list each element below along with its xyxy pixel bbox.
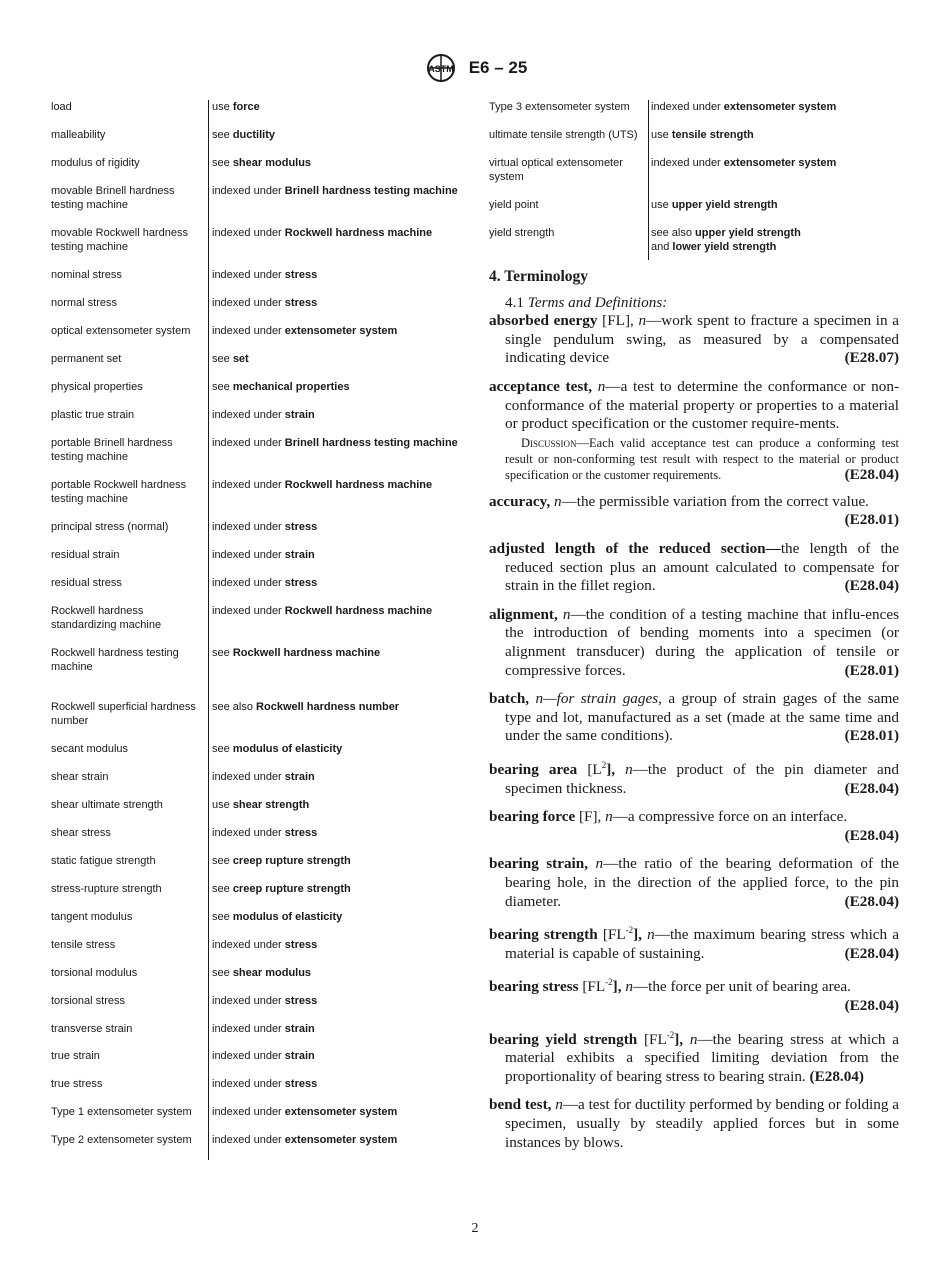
index-reference: indexed under strain (212, 549, 315, 561)
index-reference: indexed under Brinell hardness testing machine (212, 437, 458, 449)
standard-code: E6 – 25 (468, 58, 528, 77)
index-reference: indexed under Rockwell hardness machine (212, 605, 433, 617)
right-index-table (489, 100, 899, 260)
index-reference: indexed under strain (212, 1023, 315, 1035)
index-reference: see modulus of elasticity (212, 743, 343, 755)
index-term: transverse strain (51, 1023, 133, 1035)
index-term: normal stress (51, 297, 118, 309)
index-reference: indexed under Rockwell hardness machine (212, 479, 433, 491)
term-batch: batch, n—for strain gages, a group of strain gages of the same type and lot, manufactured as a set (made at the same time and under the same conditions). (E28.01) (489, 690, 900, 745)
index-reference: indexed under strain (212, 1050, 315, 1062)
term-alignment: alignment, n—the condition of a testing machine that influ-ences the introduction of bending moments into a specimen (or alignment transducer) during the application of tensile or compressive forces. (E28.01) (489, 605, 900, 679)
index-term: static fatigue strength (51, 855, 156, 867)
index-term: principal stress (normal) (51, 521, 169, 533)
index-term: tangent modulus (51, 911, 133, 923)
index-reference: indexed under Rockwell hardness machine (212, 227, 433, 239)
index-reference: see ductility (212, 129, 275, 141)
section-heading: 4. Terminology (489, 268, 589, 285)
index-term: ultimate tensile strength (UTS) (489, 129, 638, 141)
term-bearing-strain: bearing strain, n—the ratio of the bearing deformation of the bearing hole, in the direction of the applied force, to the pin diameter. (E28.04) (489, 855, 900, 910)
index-term: residual strain (51, 549, 120, 561)
term-bearing-stress: bearing stress $[FL^{-2}]$, n—the force per unit of bearing area. (E28.04) (489, 977, 899, 1014)
index-term: malleability (51, 129, 106, 141)
index-term: stress-rupture strength (51, 883, 162, 895)
index-term: movable Rockwell hardness testing machine (51, 227, 188, 253)
index-term: Rockwell superficial hardness number (51, 701, 196, 727)
term-absorbed-energy: absorbed energy [FL], n—work spent to fracture a specimen in a single pendulum swing, as measured by a compensated indicating device (E28.07) (489, 312, 899, 367)
index-term: true strain (51, 1050, 100, 1062)
index-reference: use tensile strength (651, 129, 754, 141)
index-term: virtual optical extensometer system (489, 157, 623, 183)
discussion-note: Discussion—Each valid acceptance test can produce a conforming test result or non-conforming test result with respect to the material or product specification or the customer requirements. (E28.04) (505, 435, 899, 483)
index-term: permanent set (51, 353, 122, 365)
astm-logo-icon (423, 53, 459, 83)
index-reference: indexed under Brinell hardness testing machine (212, 185, 458, 197)
index-term: Type 3 extensometer system (489, 101, 630, 113)
index-reference: see also Rockwell hardness number (212, 701, 400, 713)
index-term: secant modulus (51, 743, 129, 755)
index-reference: indexed under extensometer system (651, 101, 837, 113)
subsection-heading: 4.1 Terms and Definitions: (505, 293, 668, 311)
index-reference: indexed under stress (212, 827, 318, 839)
column-divider (208, 100, 209, 1160)
index-reference: see also upper yield strength and lower yield strength (651, 227, 801, 253)
index-reference: indexed under strain (212, 771, 315, 783)
term-adjusted-length: adjusted length of the reduced section—the length of the reduced section plus an amount calculated to compensate for strain in the fillet region. (E28.04) (489, 539, 899, 595)
index-term: modulus of rigidity (51, 157, 140, 169)
index-reference: use force (212, 101, 260, 113)
index-reference: see set (212, 353, 249, 365)
index-reference: see modulus of elasticity (212, 911, 343, 923)
index-term: Rockwell hardness standardizing machine (51, 605, 162, 631)
index-reference: indexed under stress (212, 577, 318, 589)
index-reference: see creep rupture strength (212, 855, 351, 867)
index-reference: see shear modulus (212, 157, 312, 169)
index-term: portable Rockwell hardness testing machine (51, 479, 187, 505)
index-term: torsional modulus (51, 967, 138, 979)
term-bearing-yield-strength: bearing yield strength $[FL^{-2}]$, n—the bearing stress at which a material exhibits a specified limiting deviation from the proportionality of bearing stress to bearing strain. (E28.04) (489, 1029, 900, 1085)
index-term: optical extensometer system (51, 325, 191, 337)
index-term: shear stress (51, 827, 111, 839)
term-bearing-force: bearing force [F], n—a compressive force on an interface. (E28.04) (489, 808, 899, 844)
index-term: residual stress (51, 577, 122, 589)
index-term: movable Brinell hardness testing machine (51, 185, 175, 211)
index-reference: indexed under strain (212, 409, 315, 421)
index-reference: indexed under stress (212, 939, 318, 951)
index-reference: indexed under extensometer system (212, 325, 398, 337)
term-bend-test: bend test, n—a test for ductility performed by bending or folding a specimen, usually by steadily applied forces but in some instances by blows. (489, 1096, 899, 1151)
index-reference: see Rockwell hardness machine (212, 647, 381, 659)
index-reference: use upper yield strength (651, 199, 778, 211)
index-term: true stress (51, 1078, 103, 1090)
index-term: plastic true strain (51, 409, 135, 421)
index-term: shear strain (51, 771, 109, 783)
index-reference: indexed under stress (212, 269, 318, 281)
index-term: torsional stress (51, 995, 125, 1007)
page-number: 2 (471, 1221, 479, 1236)
term-acceptance-test: acceptance test, n—a test to determine the conformance or non-conformance of the material property or properties to a material or product specification or the customer require-ments. (489, 377, 900, 433)
term-accuracy: accuracy, n—the permissible variation from the correct value. (E28.01) (489, 492, 899, 529)
index-term: tensile stress (51, 939, 116, 951)
index-term: load (51, 101, 72, 113)
index-term: yield strength (489, 227, 555, 239)
terminology-section (489, 268, 899, 1162)
index-reference: indexed under extensometer system (212, 1134, 398, 1146)
index-reference: indexed under stress (212, 995, 318, 1007)
index-reference: indexed under stress (212, 521, 318, 533)
column-divider (648, 100, 649, 260)
index-term: yield point (489, 199, 539, 211)
index-term: shear ultimate strength (51, 799, 163, 811)
term-bearing-area: bearing area $[L^2]$, n—the product of the pin diameter and specimen thickness. (E28.04) (489, 759, 899, 797)
index-reference: indexed under stress (212, 297, 318, 309)
index-term: Type 2 extensometer system (51, 1134, 192, 1146)
logo-text: ASTM (427, 64, 454, 74)
index-reference: indexed under extensometer system (651, 157, 837, 169)
index-term: portable Brinell hardness testing machine (51, 437, 173, 463)
left-index-table (51, 100, 476, 1160)
index-term: Rockwell hardness testing machine (51, 647, 179, 673)
index-reference: see creep rupture strength (212, 883, 351, 895)
index-reference: indexed under extensometer system (212, 1106, 398, 1118)
term-bearing-strength: bearing strength $[FL^{-2}]$, n—the maximum bearing stress which a material is capable of sustaining. (E28.04) (489, 925, 900, 962)
page-header (0, 53, 950, 83)
index-reference: use shear strength (212, 799, 310, 811)
index-reference: indexed under stress (212, 1078, 318, 1090)
index-term: physical properties (51, 381, 143, 393)
index-reference: see mechanical properties (212, 381, 350, 393)
index-term: nominal stress (51, 269, 122, 281)
index-reference: see shear modulus (212, 967, 312, 979)
index-term: Type 1 extensometer system (51, 1106, 192, 1118)
